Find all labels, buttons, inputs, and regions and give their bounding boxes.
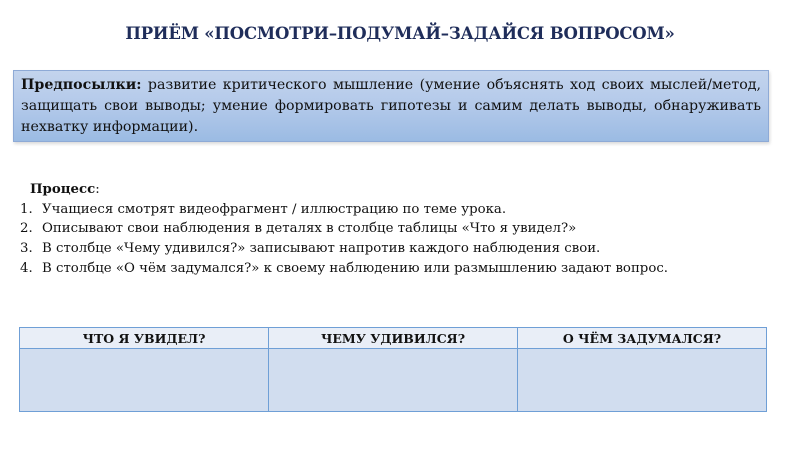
table-header-row xyxy=(20,328,767,349)
step-text: В столбце «Чему удивился?» записывают напротив каждого наблюдения свои. xyxy=(42,241,601,257)
process-step xyxy=(20,259,780,279)
step-text: Описывают свои наблюдения в деталях в столбце таблицы «Что я увидел?» xyxy=(42,221,577,237)
step-number: 3. xyxy=(20,241,33,257)
premise-label: Предпосылки: xyxy=(21,77,142,93)
column-header-surprised: ЧЕМУ УДИВИЛСЯ? xyxy=(269,328,518,349)
table-row xyxy=(20,349,767,412)
step-number: 4. xyxy=(20,260,33,276)
table-cell-wondered[interactable] xyxy=(518,349,767,412)
step-text: Учащиеся смотрят видеофрагмент / иллюстрацию по теме урока. xyxy=(42,201,507,217)
process-colon: : xyxy=(95,182,100,197)
table-cell-saw[interactable] xyxy=(20,349,269,412)
step-number: 1. xyxy=(20,201,33,217)
step-text: В столбце «О чём задумался?» к своему наблюдению или размышлению задают вопрос. xyxy=(42,260,668,276)
premise-text: развитие критического мышление (умение объяснять ход своих мыслей/метод, защищать свои выводы; умение формировать гипотезы и самим делать выводы, обнаруживать нехватку информации). xyxy=(21,77,761,135)
process-steps xyxy=(20,200,780,279)
process-step xyxy=(20,219,780,239)
process-heading xyxy=(20,180,780,200)
process-section xyxy=(20,180,780,279)
process-step xyxy=(20,200,780,220)
column-header-saw: ЧТО Я УВИДЕЛ? xyxy=(20,328,269,349)
table-cell-surprised[interactable] xyxy=(269,349,518,412)
observation-table xyxy=(19,327,767,412)
step-number: 2. xyxy=(20,221,33,237)
page-title: ПРИЁМ «ПОСМОТРИ–ПОДУМАЙ–ЗАДАЙСЯ ВОПРОСОМ» xyxy=(125,24,675,43)
column-header-wondered: О ЧЁМ ЗАДУМАЛСЯ? xyxy=(518,328,767,349)
premise-box xyxy=(13,70,769,142)
process-title: Процесс xyxy=(30,182,96,197)
process-step xyxy=(20,239,780,259)
